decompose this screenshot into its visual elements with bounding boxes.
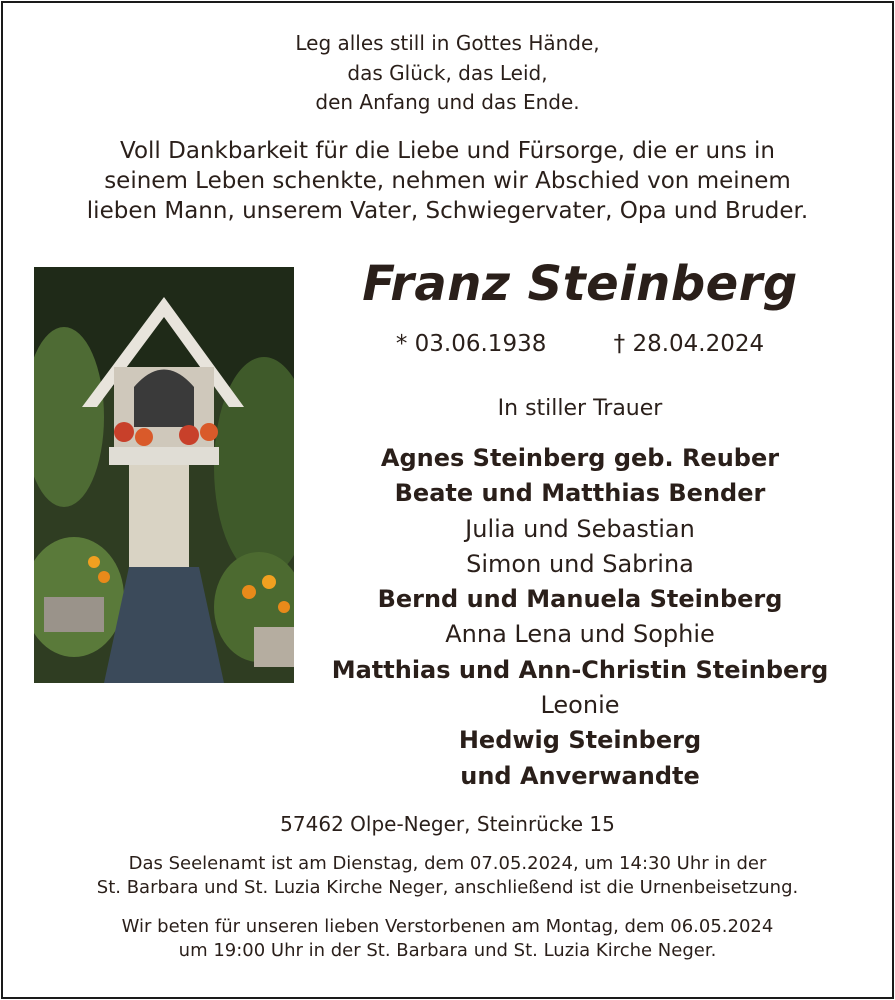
thanks-line: Voll Dankbarkeit für die Liebe und Fürsorge, die er uns in — [120, 138, 775, 164]
prayer-line: Wir beten für unseren lieben Verstorbenen am Montag, dem 06.05.2024 — [121, 916, 774, 937]
birth-date: * 03.06.1938 — [395, 331, 547, 357]
family-member: Matthias und Ann-Christin Steinberg — [331, 655, 829, 684]
poem-line: Leg alles still in Gottes Hände, — [295, 31, 600, 55]
family-member: Anna Lena und Sophie — [445, 620, 715, 649]
family-member: Simon und Sabrina — [466, 549, 694, 578]
address: 57462 Olpe-Neger, Steinrücke 15 — [280, 812, 615, 836]
family-member: Agnes Steinberg geb. Reuber — [380, 444, 780, 472]
family-member: Julia und Sebastian — [465, 514, 695, 543]
prayer-line: um 19:00 Uhr in der St. Barbara und St. Luzia Kirche Neger. — [178, 940, 717, 961]
death-date: † 28.04.2024 — [613, 331, 765, 357]
poem-line: den Anfang und das Ende. — [315, 90, 580, 114]
service-line: Das Seelenamt ist am Dienstag, dem 07.05.2024, um 14:30 Uhr in der — [128, 853, 767, 874]
family-list — [295, 441, 865, 794]
poem-line: das Glück, das Leid, — [347, 60, 548, 85]
prayer-info — [0, 915, 895, 963]
thanks-text — [0, 136, 895, 226]
life-dates — [295, 331, 865, 357]
service-info — [0, 852, 895, 900]
deceased-name: Franz Steinberg — [362, 256, 798, 312]
poem — [0, 29, 895, 118]
family-member: und Anverwandte — [460, 761, 700, 790]
family-member: Bernd und Manuela Steinberg — [377, 585, 783, 614]
wayside-shrine-photo — [34, 267, 294, 683]
thanks-line: lieben Mann, unserem Vater, Schwiegervater, Opa und Bruder. — [86, 198, 809, 224]
family-member: Hedwig Steinberg — [458, 726, 702, 755]
thanks-line: seinem Leben schenkte, nehmen wir Abschied von meinem — [104, 168, 791, 194]
family-member: Leonie — [540, 691, 620, 720]
service-line: St. Barbara und St. Luzia Kirche Neger, anschließend ist die Urnenbeisetzung. — [96, 877, 799, 898]
mourning-label: In stiller Trauer — [497, 396, 663, 421]
family-member: Beate und Matthias Bender — [394, 479, 766, 508]
